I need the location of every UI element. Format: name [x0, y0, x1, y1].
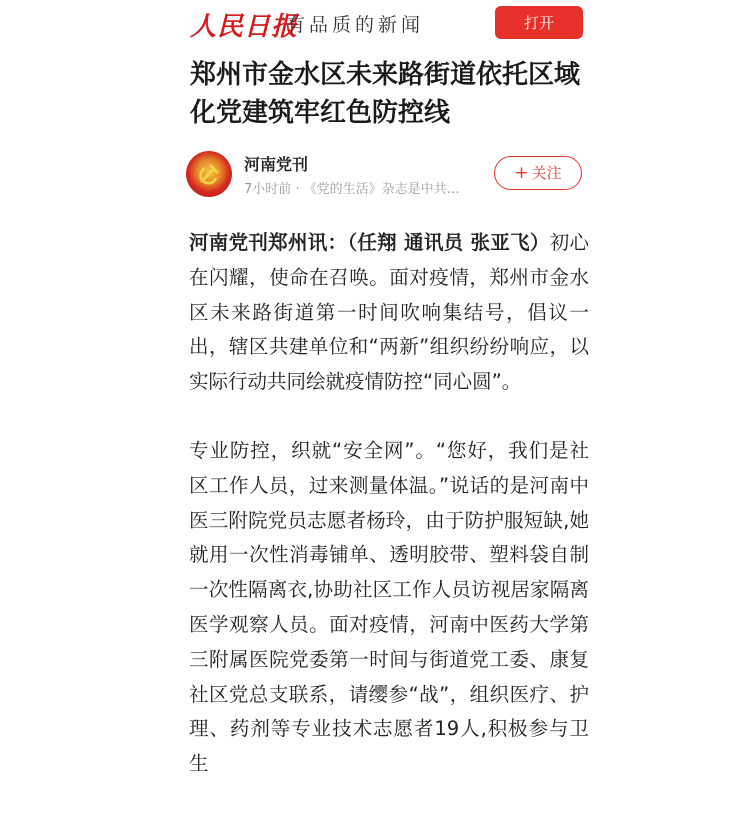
dateline: 河南党刊郑州讯：（任翔 通讯员 张亚飞） [189, 231, 550, 254]
app-header [0, 0, 737, 46]
plus-icon: + [514, 163, 529, 183]
article-body [189, 226, 589, 816]
author-name[interactable]: 河南党刊 [244, 155, 309, 174]
follow-button[interactable] [494, 156, 582, 190]
author-meta: 7小时前 · 《党的生活》杂志是中共… [244, 182, 460, 197]
author-avatar[interactable] [186, 151, 232, 197]
open-app-button[interactable]: 打开 [495, 6, 583, 39]
article-title: 郑州市金水区未来路街道依托区域化党建筑牢红色防控线 [190, 60, 581, 128]
party-emblem-icon [196, 161, 222, 187]
author-bar [186, 147, 586, 203]
paragraph: 专业防控，织就“安全网”。“您好，我们是社区工作人员，过来测量体温。”说话的是河南中医三附院党员志愿者杨玲，由于防护服短缺,她就用一次性消毒铺单、透明胶带、塑料袋自制一次性隔离衣,协助社区工作人员访视居家隔离医学观察人员。面对疫情，河南中医药大学第三附属医院党委第一时间与街道党工委、康复社区党总支联系，请缨参“战”，组织医疗、护理、药剂等专业技术志愿者19人,积极参与卫生 [189, 438, 589, 776]
paragraph-text: 初心在闪耀，使命在召唤。面对疫情，郑州市金水区未来路街道第一时间吹响集结号，倡议一出，辖区共建单位和“两新”组织纷纷响应，以实际行动共同绘就疫情防控“同心圆”。 [189, 231, 589, 394]
paragraph [189, 226, 589, 400]
follow-label: 关注 [531, 164, 562, 182]
brand-logo: 人民日报 [190, 12, 299, 42]
brand-slogan: 有品质的新闻 [286, 14, 425, 36]
